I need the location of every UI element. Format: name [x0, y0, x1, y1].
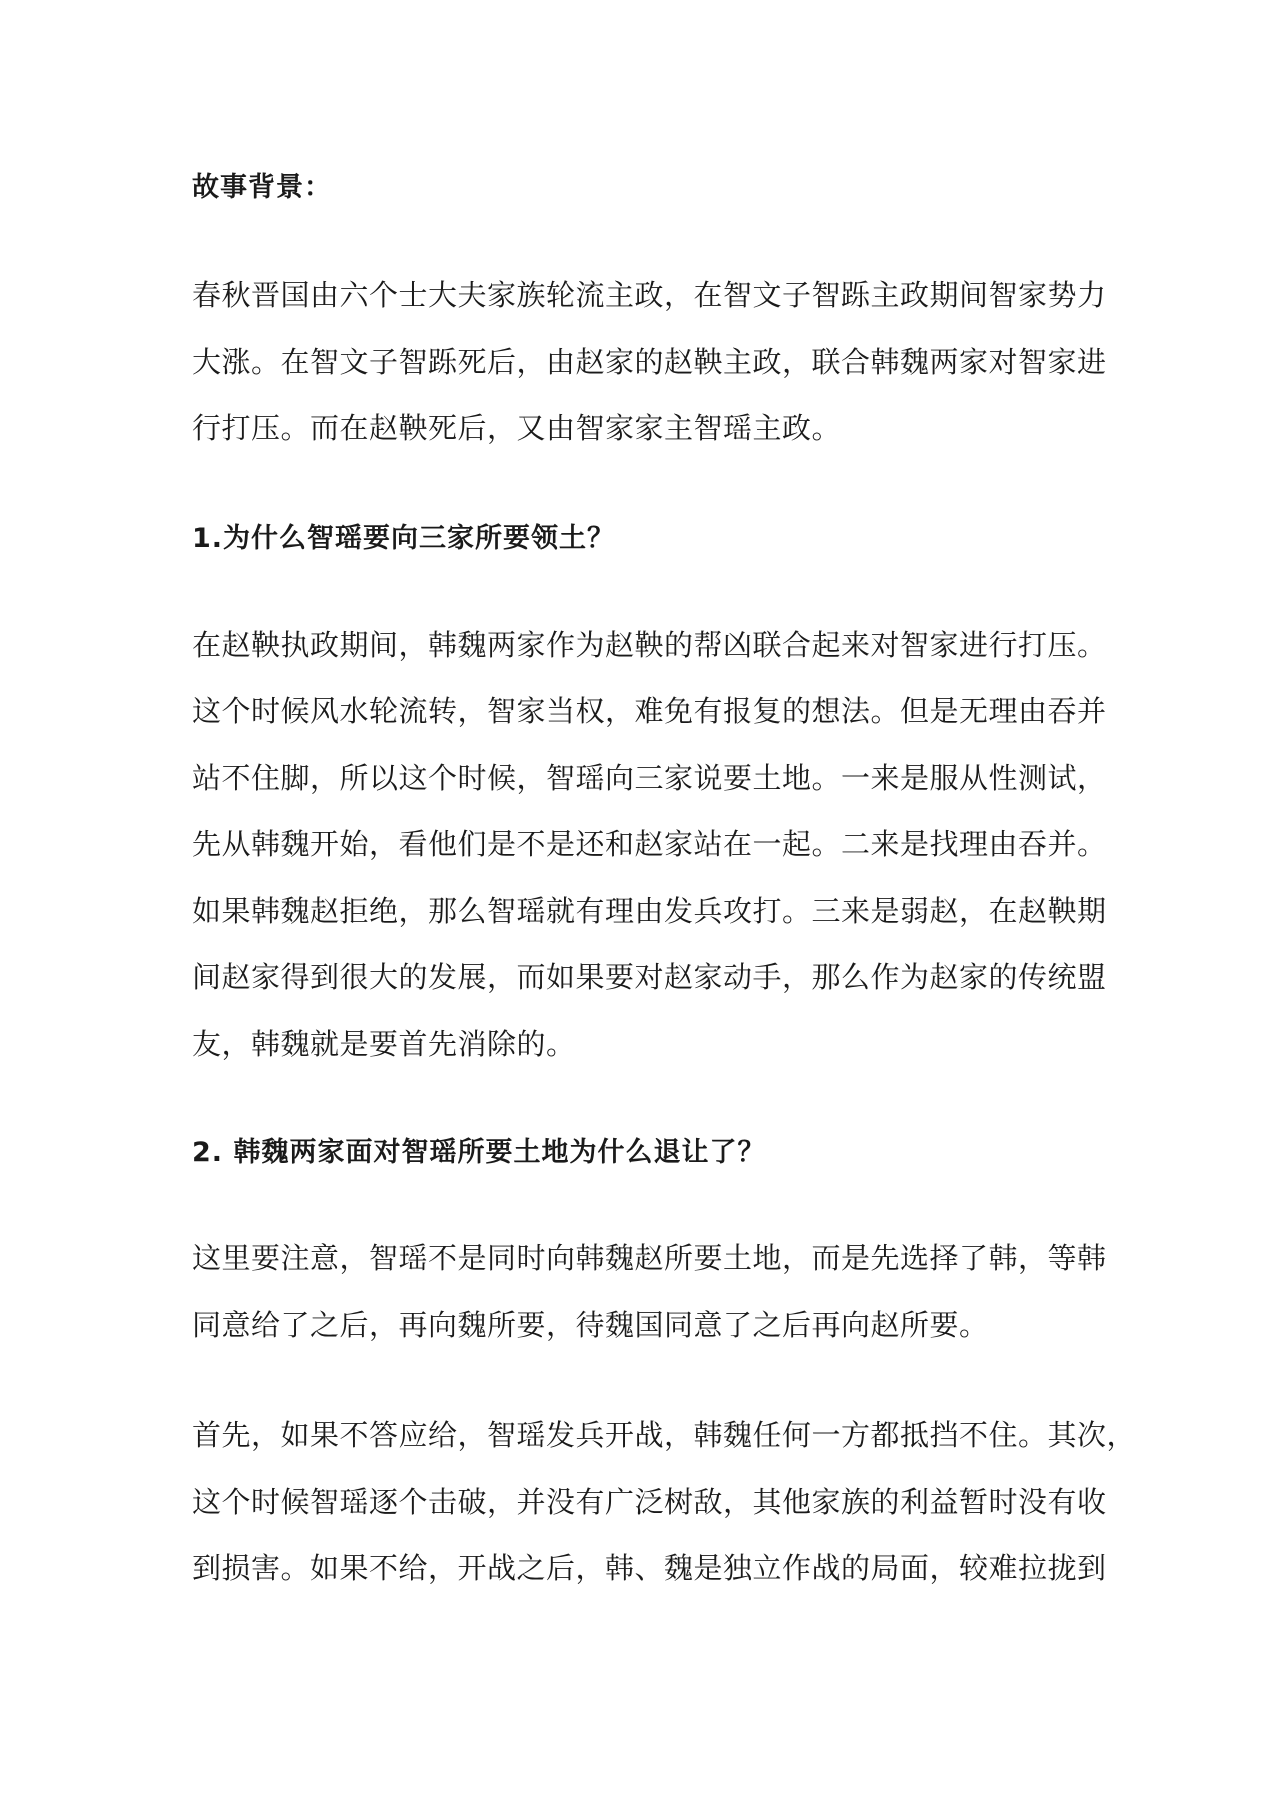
text-line: 先从韩魏开始，看他们是不是还和赵家站在一起。二来是找理由吞并。 — [192, 827, 1107, 861]
text-line: 站不住脚，所以这个时候，智瑶向三家说要土地。一来是服从性测试， — [192, 760, 1107, 795]
paragraph-background — [192, 262, 1107, 462]
text-line: 首先，如果不答应给，智瑶发兵开战，韩魏任何一方都抵挡不住。其次， — [192, 1418, 1137, 1452]
text-line: 这个时候风水轮流转，智家当权，难免有报复的想法。但是无理由吞并 — [192, 694, 1107, 728]
text-line: 大涨。在智文子智跞死后，由赵家的赵鞅主政，联合韩魏两家对智家进 — [192, 344, 1107, 379]
section-heading-q1: 1.为什么智瑶要向三家所要领土？ — [192, 522, 616, 554]
section-heading-q2: 2. 韩魏两家面对智瑶所要土地为什么退让了？ — [192, 1137, 766, 1168]
text-line: 行打压。而在赵鞅死后，又由智家家主智瑶主政。 — [192, 411, 842, 445]
paragraph-q1 — [192, 612, 1107, 1078]
text-line: 如果韩魏赵拒绝，那么智瑶就有理由发兵攻打。三来是弱赵，在赵鞅期 — [192, 893, 1107, 928]
text-line: 同意给了之后，再向魏所要，待魏国同意了之后再向赵所要。 — [192, 1307, 989, 1342]
section-heading-background: 故事背景： — [192, 172, 332, 203]
text-line: 这里要注意，智瑶不是同时向韩魏赵所要土地，而是先选择了韩，等韩 — [192, 1241, 1107, 1275]
text-line: 到损害。如果不给，开战之后，韩、魏是独立作战的局面，较难拉拢到 — [192, 1551, 1107, 1585]
text-line: 在赵鞅执政期间，韩魏两家作为赵鞅的帮凶联合起来对智家进行打压。 — [192, 627, 1107, 662]
text-line: 这个时候智瑶逐个击破，并没有广泛树敌，其他家族的利益暂时没有收 — [192, 1484, 1107, 1519]
paragraph-q2-a — [192, 1225, 1107, 1358]
text-line: 春秋晋国由六个士大夫家族轮流主政，在智文子智跞主政期间智家势力 — [192, 278, 1107, 312]
text-line: 友，韩魏就是要首先消除的。 — [192, 1026, 576, 1061]
document-body — [192, 168, 1137, 1602]
paragraph-q2-b — [192, 1402, 1137, 1602]
text-line: 间赵家得到很大的发展，而如果要对赵家动手，那么作为赵家的传统盟 — [192, 960, 1107, 994]
